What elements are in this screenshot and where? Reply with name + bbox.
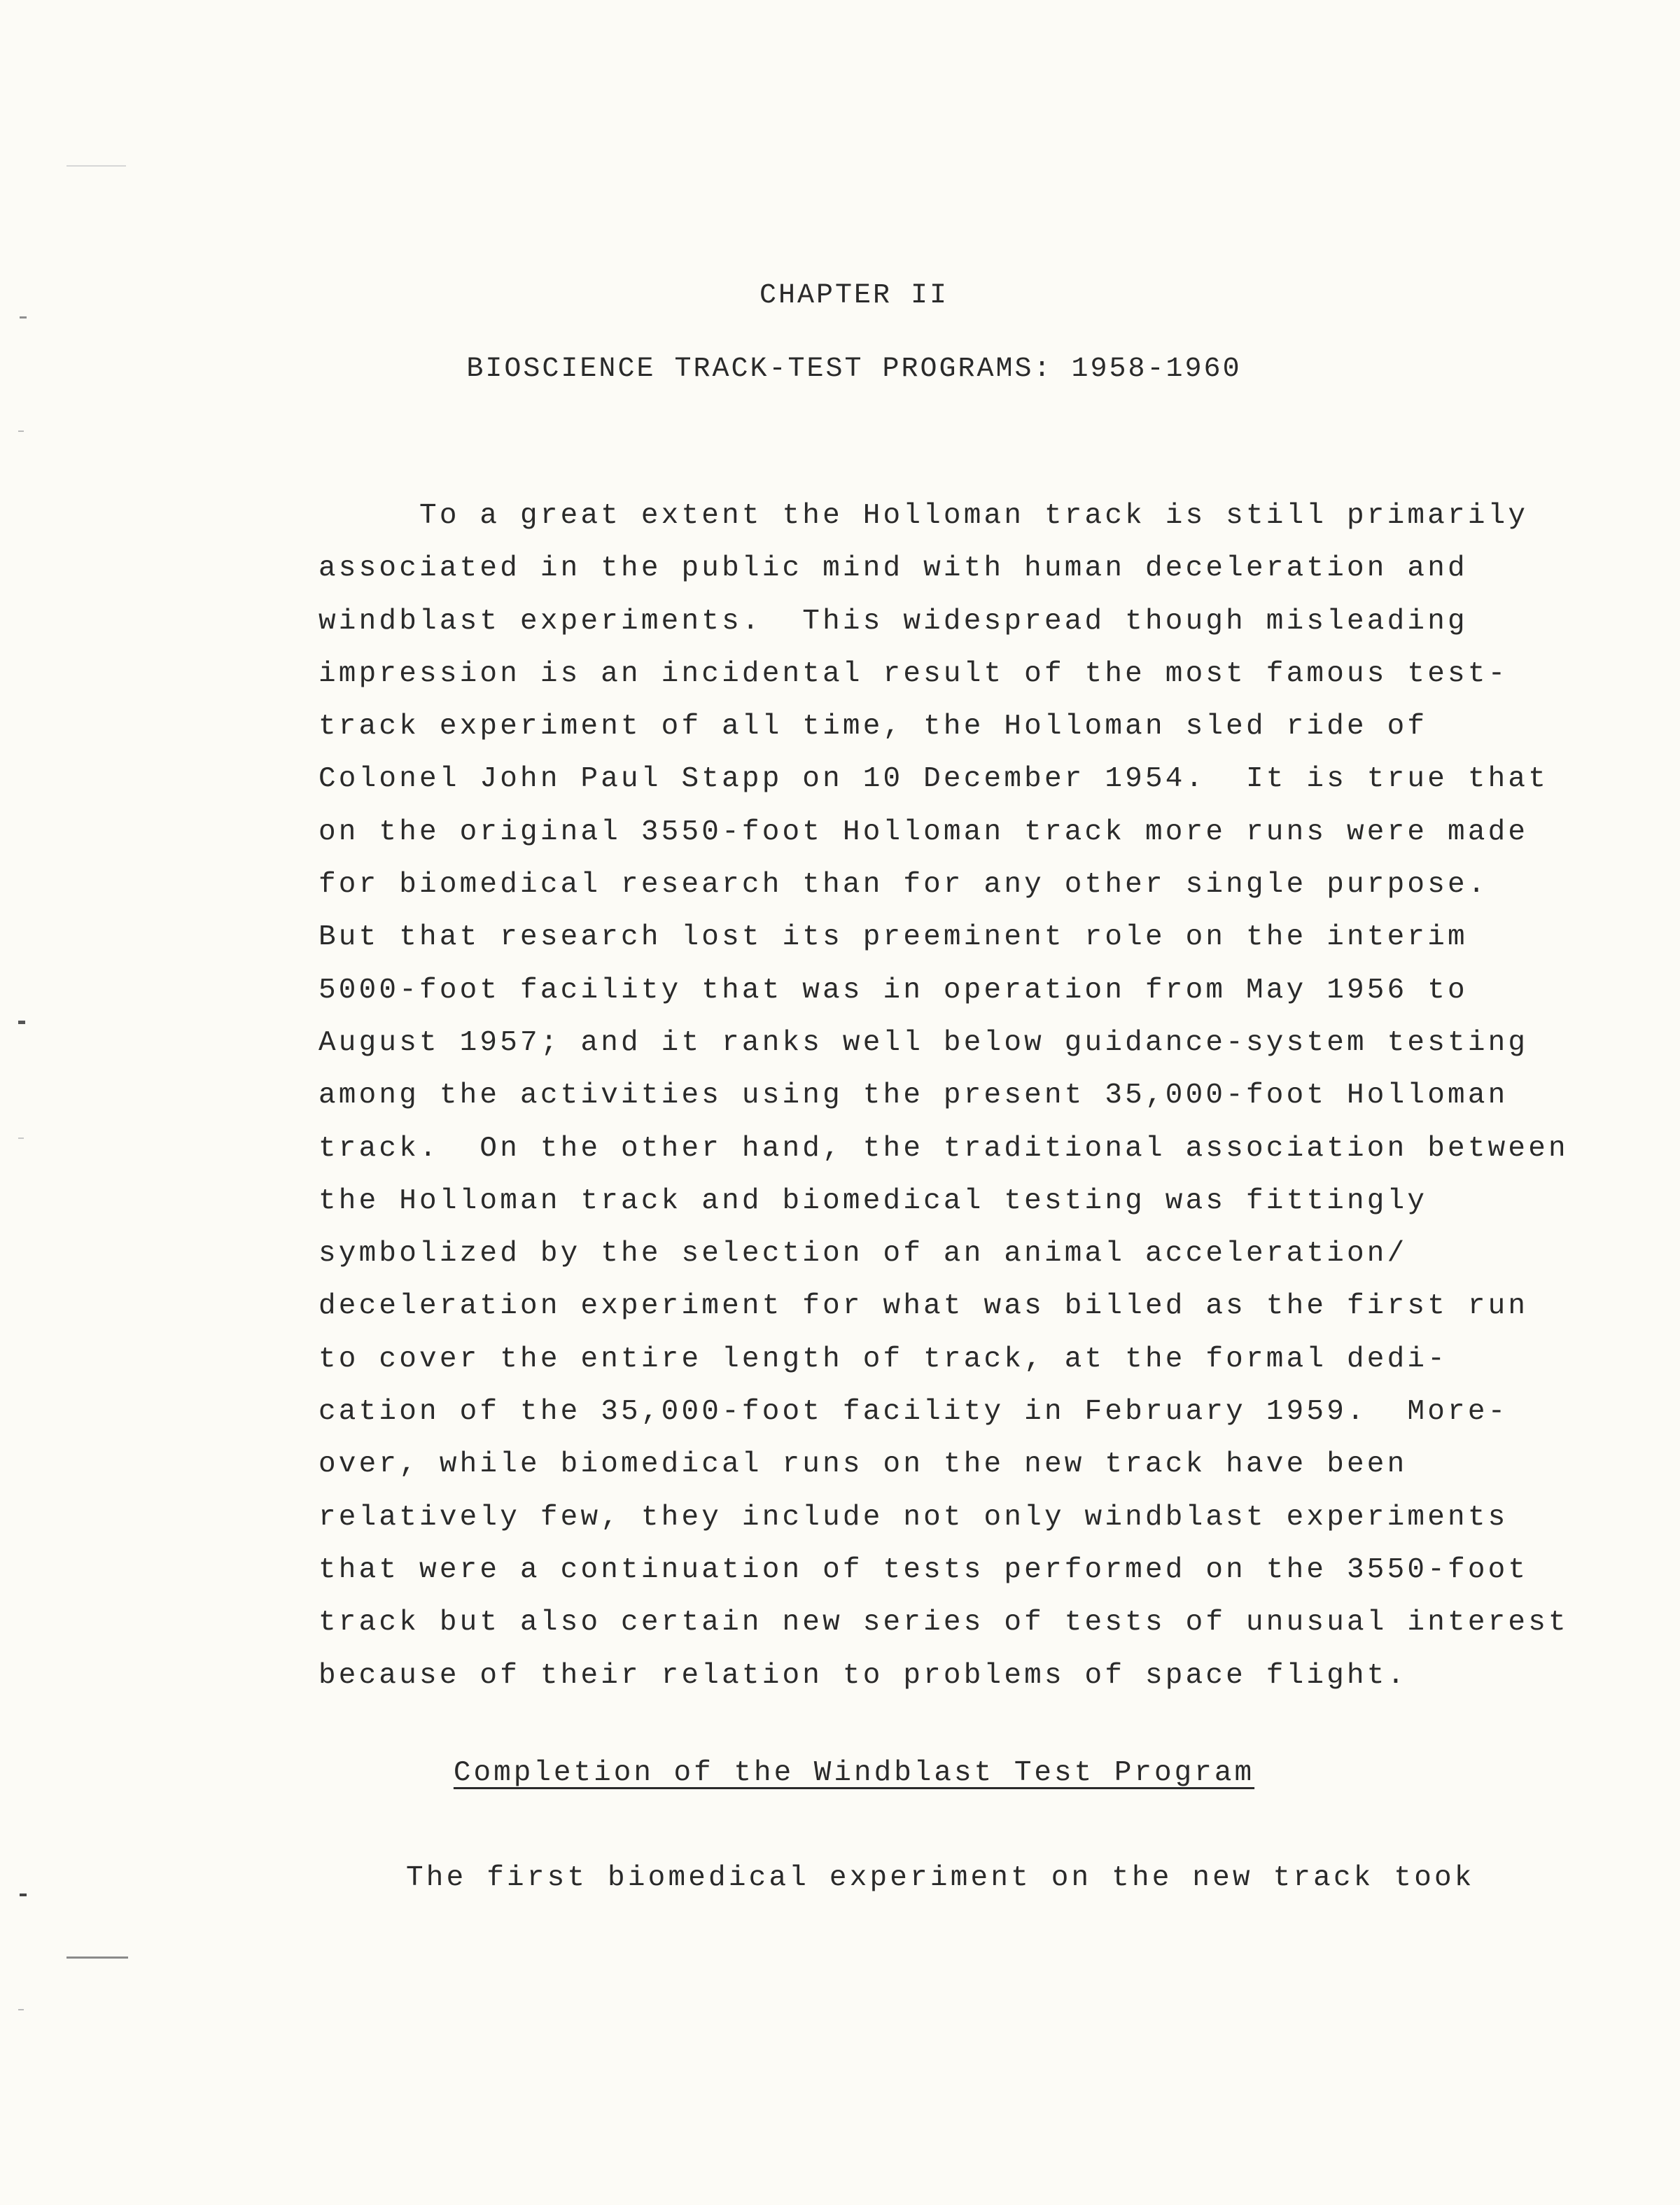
margin-mark bbox=[66, 165, 126, 167]
paragraph-line: deceleration experiment for what was billed as the first run bbox=[318, 1290, 1529, 1323]
paragraph-line: relatively few, they include not only windblast experiments bbox=[318, 1501, 1508, 1534]
paragraph-line: that were a continuation of tests performed on the 3550-foot bbox=[318, 1553, 1529, 1586]
margin-mark bbox=[66, 1956, 128, 1959]
margin-mark bbox=[20, 316, 27, 318]
paragraph-line: 5000-foot facility that was in operation from May 1956 to bbox=[318, 974, 1468, 1007]
paragraph-line: because of their relation to problems of space flight. bbox=[318, 1659, 1408, 1692]
paragraph-line: among the activities using the present 35,000-foot Holloman bbox=[318, 1079, 1508, 1112]
closing-line: The first biomedical experiment on the new track took bbox=[406, 1862, 1475, 1894]
margin-mark bbox=[18, 2009, 24, 2010]
paragraph-line: over, while biomedical runs on the new track have been bbox=[318, 1448, 1408, 1481]
paragraph-line: track. On the other hand, the traditional association between bbox=[318, 1132, 1569, 1165]
paragraph-line: track but also certain new series of tests of unusual interest bbox=[318, 1606, 1569, 1639]
paragraph-line: But that research lost its preeminent role on the interim bbox=[318, 921, 1468, 954]
paragraph-line: associated in the public mind with human deceleration and bbox=[318, 552, 1468, 585]
paragraph-line: on the original 3550-foot Holloman track more runs were made bbox=[318, 816, 1529, 848]
paragraph-line: track experiment of all time, the Holloman sled ride of bbox=[318, 710, 1428, 743]
paragraph-line: Colonel John Paul Stapp on 10 December 1954. It is true that bbox=[318, 763, 1549, 796]
section-heading bbox=[0, 1757, 1680, 1789]
section-heading-text: Completion of the Windblast Test Program bbox=[453, 1757, 1255, 1789]
paragraph-line: symbolized by the selection of an animal acceleration/ bbox=[318, 1238, 1408, 1270]
paragraph-line: cation of the 35,000-foot facility in February 1959. More- bbox=[318, 1396, 1508, 1429]
chapter-title: CHAPTER II bbox=[759, 280, 949, 312]
paragraph-line: impression is an incidental result of the most famous test- bbox=[318, 657, 1508, 690]
margin-mark bbox=[18, 1021, 25, 1024]
body-paragraph bbox=[318, 490, 1569, 1702]
paragraph-line: for biomedical research than for any other single purpose. bbox=[318, 869, 1488, 902]
paragraph-line: to cover the entire length of track, at the formal dedi- bbox=[318, 1343, 1448, 1376]
margin-mark bbox=[20, 1893, 27, 1896]
paragraph-line: the Holloman track and biomedical testing was fittingly bbox=[318, 1184, 1428, 1217]
margin-mark bbox=[18, 430, 24, 432]
paragraph-line: To a great extent the Holloman track is still primarily bbox=[318, 500, 1529, 532]
chapter-subtitle: BIOSCIENCE TRACK-TEST PROGRAMS: 1958-1960 bbox=[466, 354, 1242, 385]
paragraph-line: windblast experiments. This widespread though misleading bbox=[318, 605, 1468, 638]
paragraph-line: August 1957; and it ranks well below guidance-system testing bbox=[318, 1026, 1529, 1059]
margin-mark bbox=[18, 1138, 24, 1139]
